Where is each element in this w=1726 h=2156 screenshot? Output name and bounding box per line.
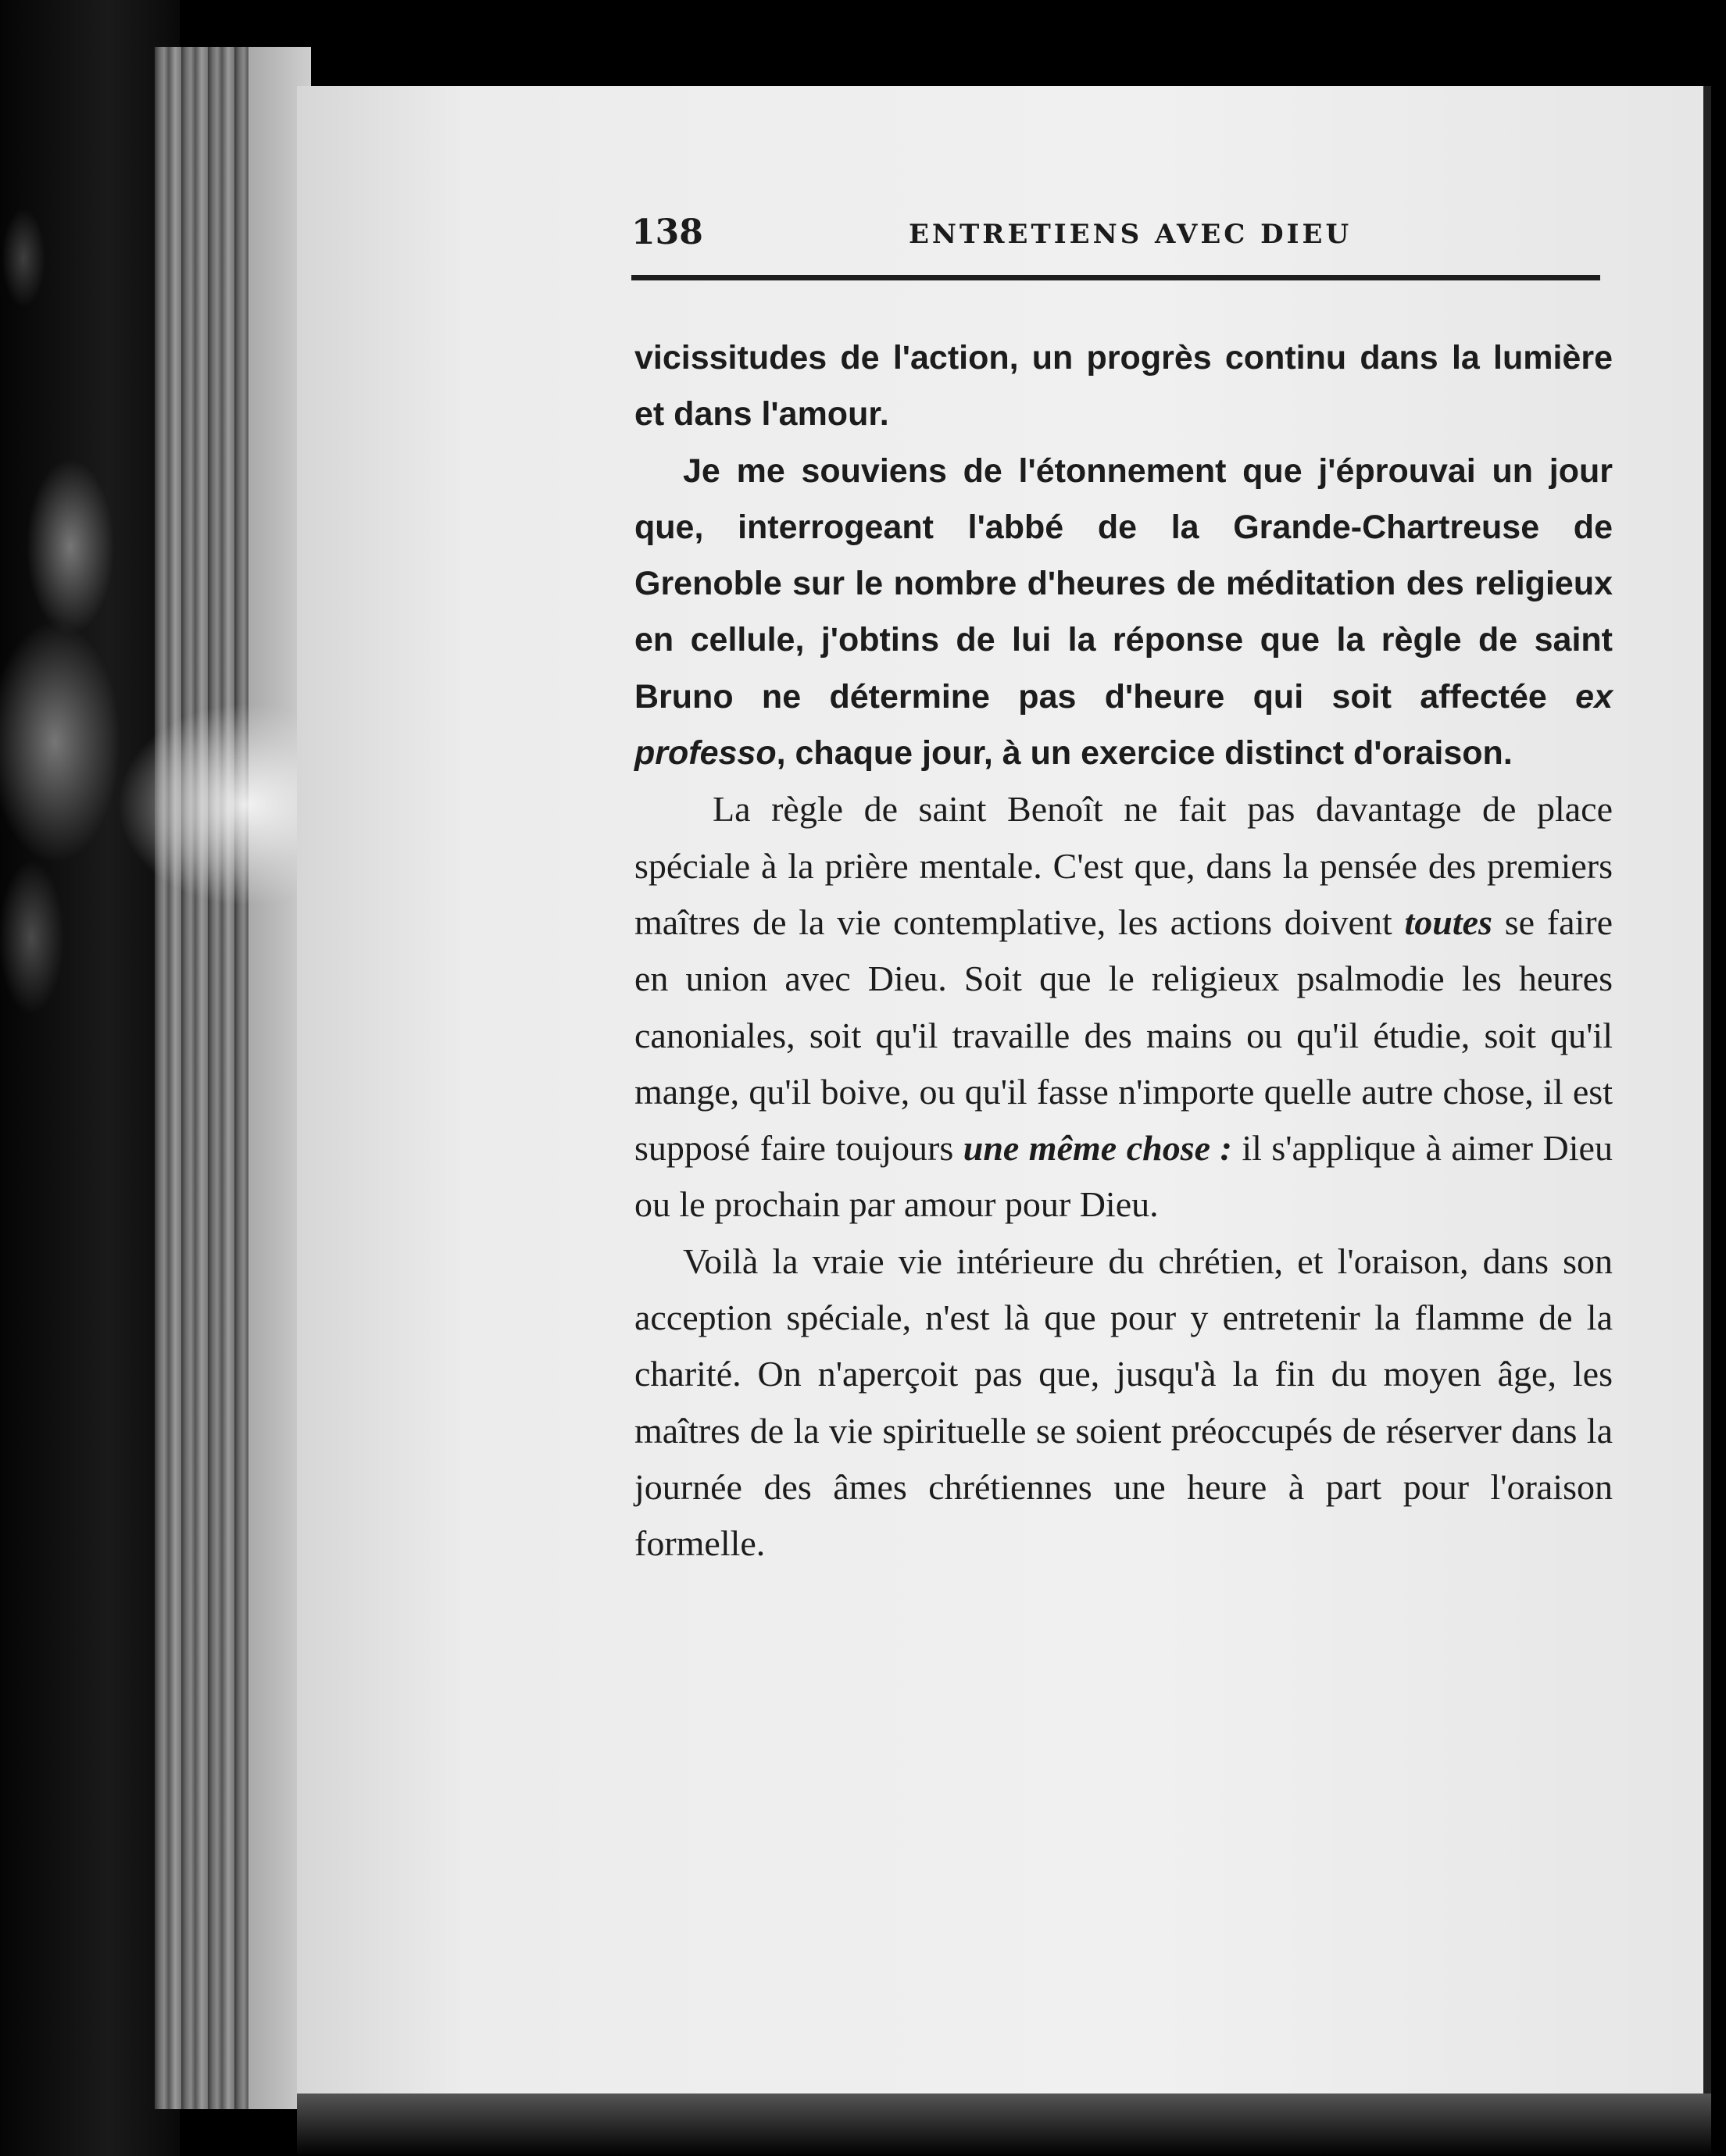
page-header — [631, 212, 1600, 275]
paragraph-3-text-middle: se faire en union avec Dieu. Soit que le religieux psalmodie les heures canoniales, soit qu'il travaille des mains ou qu'il étudie, soit qu'il mange, qu'il boive, ou qu'il fasse n'importe quelle autre chose, il est supposé faire toujours — [634, 901, 1613, 1169]
paragraph-3-text-end: il s'applique à aimer Dieu ou le prochain par amour pour Dieu. — [634, 1128, 1613, 1225]
paragraph-4-text: Voilà la vraie vie intérieure du chrétien, et l'oraison, dans son acception spéciale, n'est là que pour y entretenir la flamme de la charité. On n'aperçoit pas que, jusqu'à la fin du moyen âge, les maîtres de la vie spirituelle se soient préoccupés de réserver dans la journée des âmes chrétiennes une heure à part pour l'oraison formelle. — [634, 1240, 1613, 1564]
paragraph-1 — [634, 330, 1613, 443]
paragraph-3-text: La règle de saint Benoît ne fait pas davantage de place spéciale à la prière mentale. C'est que, dans la pensée des premiers maîtres de la vie contemplative, les actions doivent — [634, 789, 1613, 942]
scan-right-margin — [1711, 0, 1726, 2156]
running-title: ENTRETIENS AVEC DIEU — [909, 219, 1353, 250]
paragraph-3-italic-1: toutes — [1404, 901, 1492, 942]
page-number: 138 — [631, 212, 703, 252]
paragraph-3 — [634, 781, 1613, 1233]
paragraph-2-italic: ex professo — [634, 677, 1613, 773]
body-text — [634, 330, 1613, 1572]
paragraph-2 — [634, 443, 1613, 782]
header-rule — [631, 275, 1600, 280]
paragraph-1-text: vicissitudes de l'action, un progrès continu dans la lumière et dans l'amour. — [634, 339, 1613, 434]
book-edge — [148, 47, 311, 2109]
page-bottom-shadow — [297, 2094, 1719, 2156]
paragraph-4 — [634, 1233, 1613, 1572]
paragraph-3-italic-2: une même chose : — [963, 1128, 1232, 1169]
paragraph-2-text-end: , chaque jour, à un exercice distinct d'oraison. — [776, 734, 1513, 773]
paragraph-2-text: Je me souviens de l'étonnement que j'éprouvai un jour que, interrogeant l'abbé de la Grande-Chartreuse de Grenoble sur le nombre d'heures de méditation des religieux en cellule, j'obtins de lui la réponse que la règle de saint Bruno ne détermine pas d'heure qui soit affectée — [634, 452, 1613, 716]
